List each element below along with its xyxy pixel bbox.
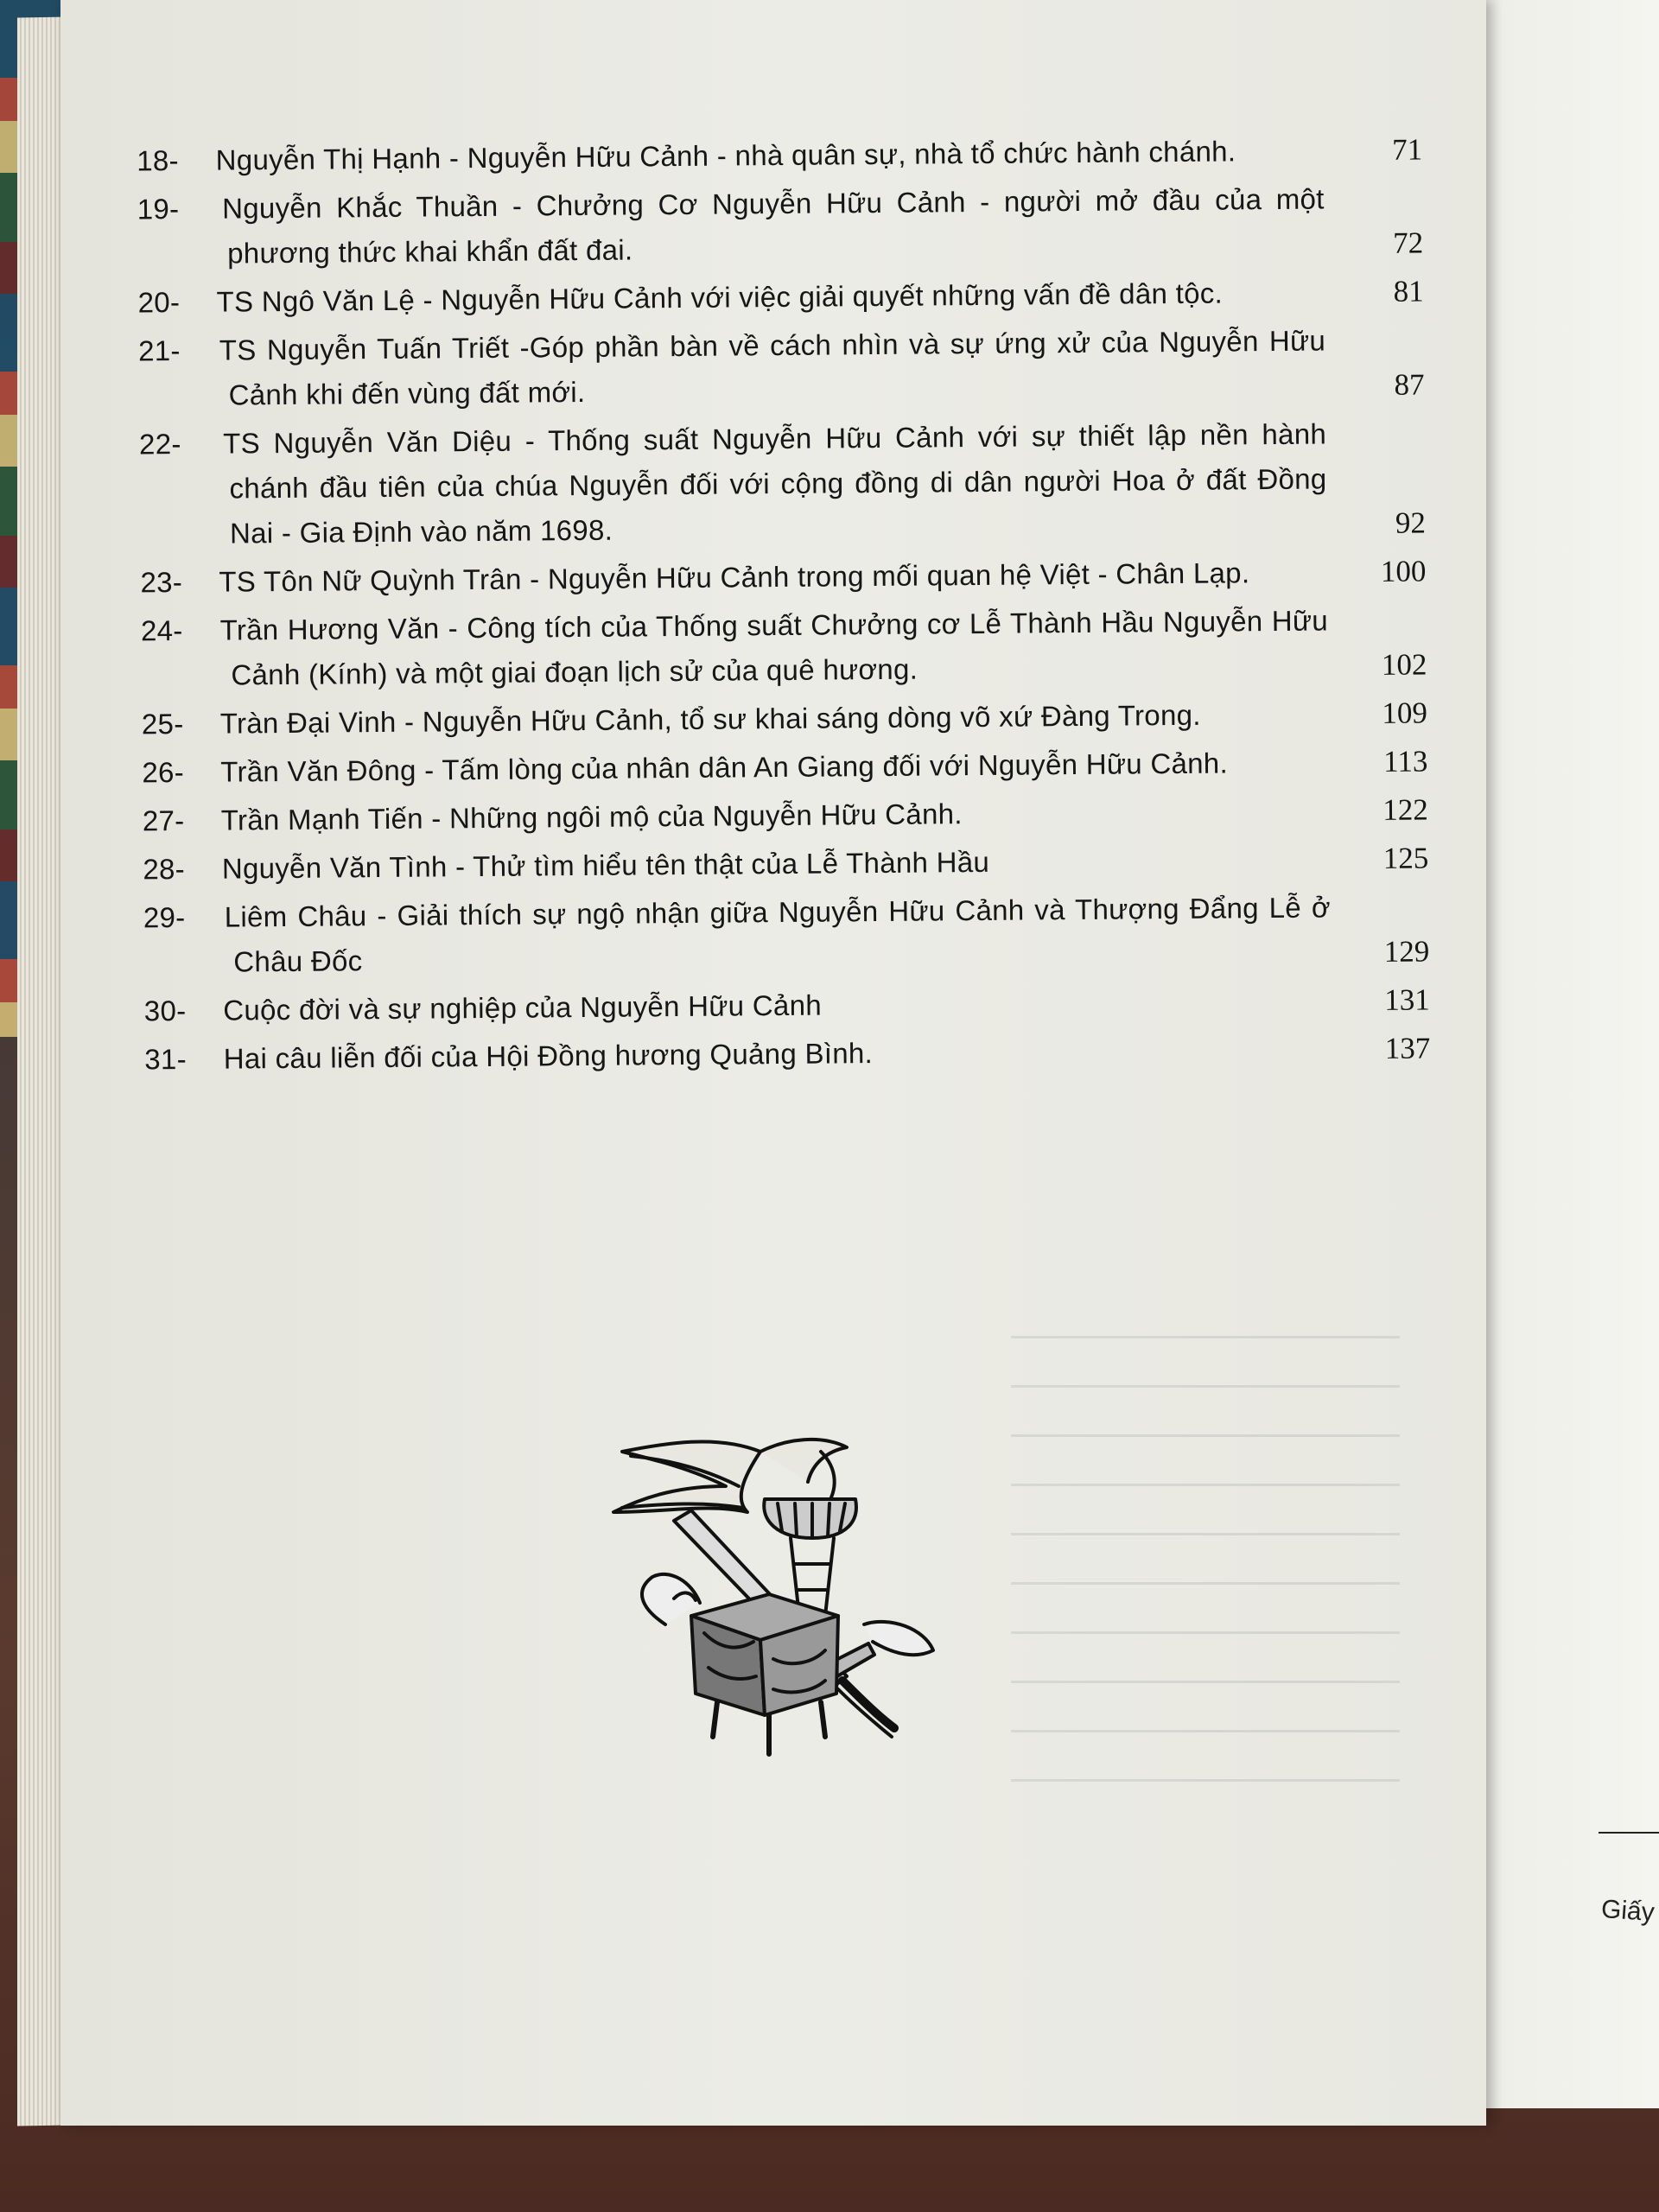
entry-page: 125 xyxy=(1382,841,1429,875)
entry-number: 22- xyxy=(138,428,181,461)
entry-title: Trần Văn Đông - Tấm lòng của nhân dân An Giang đối với Nguyễn Hữu Cảnh. xyxy=(220,747,1229,788)
toc-entry xyxy=(142,739,1440,795)
entry-title: Liêm Châu - Giải thích sự ngộ nhận giữa Nguyễn Hữu Cảnh và Thượng Đẩng Lễ ở Châu Đốc xyxy=(224,891,1331,978)
entry-title: TS Tôn Nữ Quỳnh Trân - Nguyễn Hữu Cảnh trong mối quan hệ Việt - Chân Lạp. xyxy=(219,556,1250,598)
toc-entry xyxy=(144,1026,1442,1082)
toc-entry xyxy=(140,549,1438,605)
facing-page-text: Giấy xyxy=(1599,1894,1656,1928)
entry-title: Nguyễn Thị Hạnh - Nguyễn Hữu Cảnh - nhà quân sự, nhà tổ chức hành chánh. xyxy=(215,135,1236,176)
entry-page: 87 xyxy=(1394,367,1425,402)
entry-number: 31- xyxy=(144,1042,188,1076)
entry-number: 18- xyxy=(137,144,179,177)
toc-entry xyxy=(140,597,1440,698)
entry-number: 24- xyxy=(140,614,183,647)
entry-number: 28- xyxy=(143,852,186,886)
torch-sword-altar-icon xyxy=(562,1417,1046,1763)
entry-page: 72 xyxy=(1392,226,1424,260)
entry-number: 25- xyxy=(141,708,184,741)
entry-title: Tràn Đại Vinh - Nguyễn Hữu Cảnh, tổ sư khai sáng dòng võ xứ Đàng Trong. xyxy=(219,698,1201,740)
entry-title: Nguyễn Khắc Thuần - Chưởng Cơ Nguyễn Hữu Cảnh - người mở đầu của một phương thức khai khẩn đất đai. xyxy=(222,182,1325,270)
entry-number: 19- xyxy=(137,193,180,226)
entry-number: 26- xyxy=(142,756,185,789)
toc-entry xyxy=(143,836,1440,892)
entry-title: Trần Hương Văn - Công tích của Thống suất Chưởng cơ Lễ Thành Hầu Nguyễn Hữu Cảnh (Kính) và một giai đoạn lịch sử của quê hương. xyxy=(219,604,1329,691)
entry-page: 131 xyxy=(1384,982,1430,1017)
entry-number: 20- xyxy=(137,286,181,319)
toc-entry xyxy=(142,787,1440,843)
toc-entry xyxy=(137,127,1434,183)
show-through-text xyxy=(1011,1296,1400,1815)
entry-title: Trần Mạnh Tiến - Những ngôi mộ của Nguyễn Hữu Cảnh. xyxy=(220,798,963,836)
entry-title: Cuộc đời và sự nghiệp của Nguyễn Hữu Cảnh xyxy=(223,988,823,1027)
toc-entry xyxy=(137,175,1435,276)
toc-entry xyxy=(138,410,1438,556)
entry-page: 122 xyxy=(1382,792,1429,827)
toc-entry xyxy=(137,317,1437,418)
entry-number: 21- xyxy=(137,334,181,367)
entry-title: Nguyễn Văn Tình - Thử tìm hiểu tên thật của Lễ Thành Hầu xyxy=(221,845,990,885)
entry-page: 92 xyxy=(1395,505,1427,540)
table-of-contents xyxy=(137,127,1443,1085)
entry-page: 102 xyxy=(1381,647,1427,682)
toc-entry xyxy=(137,269,1435,325)
footnote-rule xyxy=(1599,1832,1659,1834)
entry-page: 137 xyxy=(1384,1031,1431,1065)
entry-title: TS Nguyễn Văn Diệu - Thống suất Nguyễn Hữu Cảnh với sự thiết lập nền hành chánh đầu tiên của chúa Nguyễn đối với cộng đồng di dân người Hoa ở đất Đồng Nai - Gia Định vào năm 1698. xyxy=(222,417,1327,550)
entry-number: 23- xyxy=(140,566,183,599)
entry-title: Hai câu liễn đối của Hội Đồng hương Quảng Bình. xyxy=(223,1037,874,1075)
toc-entry xyxy=(143,977,1442,1033)
entry-page: 71 xyxy=(1391,132,1423,167)
toc-entry xyxy=(141,690,1440,747)
entry-number: 27- xyxy=(142,804,185,837)
entry-title: TS Nguyễn Tuấn Triết -Góp phần bàn về cách nhìn và sự ứng xử của Nguyễn Hữu Cảnh khi đến vùng đất mới. xyxy=(219,324,1326,411)
entry-page: 113 xyxy=(1382,744,1428,779)
toc-entry xyxy=(143,884,1442,985)
entry-number: 30- xyxy=(143,994,187,1027)
entry-page: 109 xyxy=(1382,696,1428,730)
entry-page: 81 xyxy=(1393,274,1424,308)
entry-title: TS Ngô Văn Lệ - Nguyễn Hữu Cảnh với việc giải quyết những vấn đề dân tộc. xyxy=(216,276,1224,318)
book-page xyxy=(60,0,1486,2126)
entry-number: 29- xyxy=(143,900,186,934)
entry-page: 129 xyxy=(1383,934,1430,969)
entry-page: 100 xyxy=(1380,554,1427,588)
